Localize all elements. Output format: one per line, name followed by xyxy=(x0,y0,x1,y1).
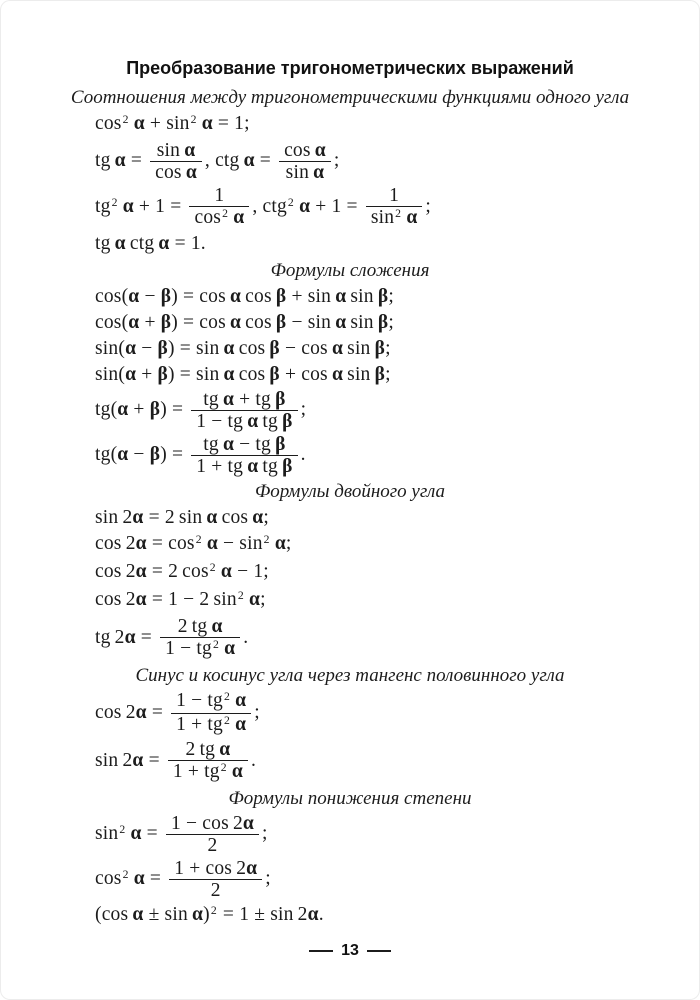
page-number-left-rule xyxy=(309,950,333,952)
formula-cos-double-1: $\cos 2\alpha = \cos^2 \alpha - \sin^2 \alpha$; xyxy=(95,532,292,554)
formula-cos-difference: cos(α − β) = cos α cos β + sin α sin β; xyxy=(95,286,394,307)
formula-sin-sum: sin(α + β) = sin α cos β + cos α sin β; xyxy=(95,364,391,385)
formula-sin-squared-reduction: $\sin^2 \alpha$ = $\frac{1 - \cos 2\alpha}{2}$ ; xyxy=(95,813,268,856)
formula-sin-double: sin 2α = 2 sin α cos α; xyxy=(95,507,270,528)
section-heading-relations: Соотношения между тригонометрическими функциями одного угла xyxy=(70,87,630,108)
formula-cos-double-3: cos 2α = 1 − 2 $\sin^2 \alpha$; xyxy=(95,588,266,610)
section-heading-half-angle-tangent: Синус и косинус угла через тангенс половинного угла xyxy=(135,665,565,686)
formula-cos-plus-sin-squared: (cos α ± sin α)$^2$ = 1 ± sin 2α. xyxy=(95,903,324,925)
section-heading-addition: Формулы сложения xyxy=(270,260,430,281)
formula-tg-sum: tg(α + β) = $\frac{\text{tg α + tg β}}{\text{1 − tg α tg β}}$ ; xyxy=(95,389,307,432)
section-heading-double-angle: Формулы двойного угла xyxy=(254,481,446,502)
formula-sin-difference: sin(α − β) = sin α cos β − cos α sin β; xyxy=(95,338,391,359)
formula-cos-double-2: cos 2α = 2 $\cos^2 \alpha - 1$; xyxy=(95,560,269,582)
formula-sin-via-tg: sin 2α = $\frac{\text{2 tg α}}{1 + tg^2 \alpha}$ . xyxy=(95,739,257,782)
formula-pythagorean-identity: $\cos^2 \alpha + \sin^2 \alpha = 1$; xyxy=(95,112,250,134)
section-heading-power-reduction: Формулы понижения степени xyxy=(228,788,472,809)
formula-cos-sum: cos(α + β) = cos α cos β − sin α sin β; xyxy=(95,312,394,333)
formula-cos-via-tg: cos 2α = $\frac{1 - tg^2 \alpha}{1 + tg^2 \alpha}$ ; xyxy=(95,689,260,735)
formula-tg-ctg-squared: $tg^2$ α + 1 = $\frac{1}{\cos^2 \alpha}$ , ctg$^2$ α + 1 = $\frac{1}{\sin^2 \alpha}$ ; xyxy=(95,185,432,228)
formula-tg-double: tg 2α = $\frac{\text{2 tg α}}{1 - tg^2 \alpha}$ . xyxy=(95,616,249,659)
formula-tg-difference: tg(α − β) = $\frac{\text{tg α − tg β}}{\text{1 + tg α tg β}}$ . xyxy=(95,434,306,477)
page-number-row xyxy=(0,942,700,960)
formula-cos-squared-reduction: $\cos^2 \alpha$ = $\frac{1 + \cos 2\alpha}{2}$ ; xyxy=(95,858,271,901)
page-number: 13 xyxy=(341,942,359,959)
formula-tg-ctg-product: tg α ctg α = 1. xyxy=(95,233,206,254)
page-title: Преобразование тригонометрических выражений xyxy=(126,58,574,78)
formula-tg-ctg-definitions: tg α = $\frac{\text{sin α}}{\text{cos α}}$ , ctg α = $\frac{\text{cos α}}{\text{sin α}}$ ; xyxy=(95,140,340,183)
page-number-right-rule xyxy=(367,950,391,952)
